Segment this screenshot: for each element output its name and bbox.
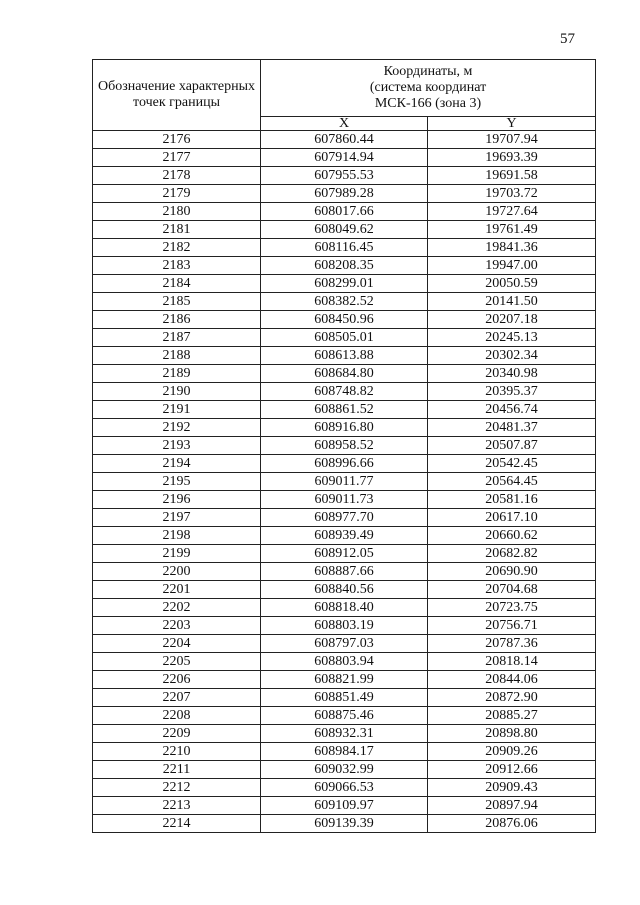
table-row: [93, 239, 596, 257]
y-coordinate-cell: 20818.14: [428, 653, 596, 671]
point-id-cell: 2177: [93, 149, 261, 167]
y-coordinate-cell: 19841.36: [428, 239, 596, 257]
point-id-cell: 2192: [93, 419, 261, 437]
y-coordinate-cell: 20909.43: [428, 779, 596, 797]
table-row: [93, 167, 596, 185]
point-id-cell: 2178: [93, 167, 261, 185]
y-coordinate-cell: 19727.64: [428, 203, 596, 221]
table-row: [93, 257, 596, 275]
point-id-cell: 2193: [93, 437, 261, 455]
point-id-cell: 2195: [93, 473, 261, 491]
y-coordinate-cell: 20897.94: [428, 797, 596, 815]
x-coordinate-cell: 607989.28: [261, 185, 428, 203]
x-coordinate-cell: 608450.96: [261, 311, 428, 329]
point-id-cell: 2187: [93, 329, 261, 347]
table-row: [93, 365, 596, 383]
x-coordinate-cell: 609109.97: [261, 797, 428, 815]
y-coordinate-cell: 20245.13: [428, 329, 596, 347]
y-coordinate-cell: 20704.68: [428, 581, 596, 599]
x-coordinate-cell: 607955.53: [261, 167, 428, 185]
x-coordinate-cell: 608875.46: [261, 707, 428, 725]
y-coordinate-cell: 20844.06: [428, 671, 596, 689]
y-coordinate-cell: 20723.75: [428, 599, 596, 617]
table-row: [93, 293, 596, 311]
point-id-cell: 2189: [93, 365, 261, 383]
point-id-cell: 2214: [93, 815, 261, 833]
table-row: [93, 761, 596, 779]
x-coordinate-cell: 607860.44: [261, 131, 428, 149]
point-id-cell: 2209: [93, 725, 261, 743]
table-row: [93, 563, 596, 581]
point-id-cell: 2204: [93, 635, 261, 653]
x-coordinate-cell: 609011.73: [261, 491, 428, 509]
x-coordinate-cell: 608939.49: [261, 527, 428, 545]
x-coordinate-cell: 608049.62: [261, 221, 428, 239]
point-id-cell: 2198: [93, 527, 261, 545]
y-coordinate-cell: 20885.27: [428, 707, 596, 725]
table-row: [93, 635, 596, 653]
x-coordinate-cell: 608017.66: [261, 203, 428, 221]
point-id-cell: 2196: [93, 491, 261, 509]
x-coordinate-cell: 609032.99: [261, 761, 428, 779]
table-row: [93, 329, 596, 347]
x-coordinate-cell: 608748.82: [261, 383, 428, 401]
table-row: [93, 689, 596, 707]
point-id-cell: 2206: [93, 671, 261, 689]
y-column-header: Y: [428, 117, 596, 131]
x-coordinate-cell: 608932.31: [261, 725, 428, 743]
table-row: [93, 653, 596, 671]
x-coordinate-cell: 609139.39: [261, 815, 428, 833]
y-coordinate-cell: 19693.39: [428, 149, 596, 167]
point-id-cell: 2190: [93, 383, 261, 401]
table-row: [93, 473, 596, 491]
x-coordinate-cell: 608803.19: [261, 617, 428, 635]
point-id-cell: 2194: [93, 455, 261, 473]
x-coordinate-cell: 608958.52: [261, 437, 428, 455]
y-coordinate-cell: 20912.66: [428, 761, 596, 779]
table-row: [93, 347, 596, 365]
point-id-cell: 2179: [93, 185, 261, 203]
point-id-cell: 2202: [93, 599, 261, 617]
point-id-cell: 2210: [93, 743, 261, 761]
y-coordinate-cell: 20302.34: [428, 347, 596, 365]
table-row: [93, 203, 596, 221]
y-coordinate-cell: 19947.00: [428, 257, 596, 275]
table-row: [93, 707, 596, 725]
y-coordinate-cell: 19691.58: [428, 167, 596, 185]
points-column-header: Обозначение характерных точек границы: [93, 60, 261, 131]
y-coordinate-cell: 20660.62: [428, 527, 596, 545]
table-row: [93, 779, 596, 797]
table-row: [93, 815, 596, 833]
y-coordinate-cell: 20564.45: [428, 473, 596, 491]
point-id-cell: 2207: [93, 689, 261, 707]
table-row: [93, 599, 596, 617]
table-row: [93, 401, 596, 419]
table-row: [93, 725, 596, 743]
point-id-cell: 2182: [93, 239, 261, 257]
y-coordinate-cell: 20898.80: [428, 725, 596, 743]
point-id-cell: 2186: [93, 311, 261, 329]
point-id-cell: 2184: [93, 275, 261, 293]
table-row: [93, 221, 596, 239]
y-coordinate-cell: 19703.72: [428, 185, 596, 203]
x-coordinate-cell: 608505.01: [261, 329, 428, 347]
table-row: [93, 149, 596, 167]
y-coordinate-cell: 20909.26: [428, 743, 596, 761]
point-id-cell: 2188: [93, 347, 261, 365]
y-coordinate-cell: 20872.90: [428, 689, 596, 707]
table-row: [93, 455, 596, 473]
x-coordinate-cell: 608116.45: [261, 239, 428, 257]
x-coordinate-cell: 608840.56: [261, 581, 428, 599]
table-body: [93, 131, 596, 833]
y-coordinate-cell: 20050.59: [428, 275, 596, 293]
table-row: [93, 509, 596, 527]
table-row: [93, 275, 596, 293]
y-coordinate-cell: 20507.87: [428, 437, 596, 455]
coordinates-header-line-2: (система координат: [369, 80, 487, 95]
point-id-cell: 2181: [93, 221, 261, 239]
x-coordinate-cell: 608912.05: [261, 545, 428, 563]
point-id-cell: 2191: [93, 401, 261, 419]
x-coordinate-cell: 608821.99: [261, 671, 428, 689]
table-row: [93, 419, 596, 437]
coordinates-header-line-1: Координаты, м: [383, 64, 473, 79]
x-coordinate-cell: 608382.52: [261, 293, 428, 311]
point-id-cell: 2197: [93, 509, 261, 527]
coordinates-column-header: [261, 60, 596, 117]
x-coordinate-cell: 608818.40: [261, 599, 428, 617]
y-coordinate-cell: 20690.90: [428, 563, 596, 581]
table-row: [93, 545, 596, 563]
table-row: [93, 671, 596, 689]
y-coordinate-cell: 20456.74: [428, 401, 596, 419]
y-coordinate-cell: 20141.50: [428, 293, 596, 311]
coordinates-header-line-3: МСК-166 (зона 3): [374, 96, 482, 111]
table-row: [93, 581, 596, 599]
table-header: [93, 60, 596, 131]
x-coordinate-cell: 608916.80: [261, 419, 428, 437]
table-row: [93, 617, 596, 635]
x-coordinate-cell: 608861.52: [261, 401, 428, 419]
x-coordinate-cell: 608996.66: [261, 455, 428, 473]
point-id-cell: 2205: [93, 653, 261, 671]
y-coordinate-cell: 20542.45: [428, 455, 596, 473]
point-id-cell: 2213: [93, 797, 261, 815]
x-coordinate-cell: 608613.88: [261, 347, 428, 365]
y-coordinate-cell: 20481.37: [428, 419, 596, 437]
table-row: [93, 311, 596, 329]
point-id-cell: 2180: [93, 203, 261, 221]
x-coordinate-cell: 608977.70: [261, 509, 428, 527]
x-coordinate-cell: 609011.77: [261, 473, 428, 491]
table-row: [93, 437, 596, 455]
point-id-cell: 2185: [93, 293, 261, 311]
point-id-cell: 2208: [93, 707, 261, 725]
y-coordinate-cell: 20682.82: [428, 545, 596, 563]
table-row: [93, 527, 596, 545]
table-row: [93, 491, 596, 509]
x-coordinate-cell: 608684.80: [261, 365, 428, 383]
point-id-cell: 2200: [93, 563, 261, 581]
x-coordinate-cell: 609066.53: [261, 779, 428, 797]
point-id-cell: 2211: [93, 761, 261, 779]
page-number: 57: [560, 31, 575, 47]
y-coordinate-cell: 20581.16: [428, 491, 596, 509]
table-row: [93, 383, 596, 401]
y-coordinate-cell: 20756.71: [428, 617, 596, 635]
x-coordinate-cell: 608851.49: [261, 689, 428, 707]
y-coordinate-cell: 20787.36: [428, 635, 596, 653]
table-row: [93, 131, 596, 149]
point-id-cell: 2183: [93, 257, 261, 275]
x-coordinate-cell: 608887.66: [261, 563, 428, 581]
point-id-cell: 2203: [93, 617, 261, 635]
y-coordinate-cell: 19761.49: [428, 221, 596, 239]
y-coordinate-cell: 20876.06: [428, 815, 596, 833]
x-coordinate-cell: 608984.17: [261, 743, 428, 761]
x-column-header: X: [261, 117, 428, 131]
x-coordinate-cell: 607914.94: [261, 149, 428, 167]
table-row: [93, 185, 596, 203]
x-coordinate-cell: 608299.01: [261, 275, 428, 293]
y-coordinate-cell: 20395.37: [428, 383, 596, 401]
y-coordinate-cell: 19707.94: [428, 131, 596, 149]
table-row: [93, 797, 596, 815]
x-coordinate-cell: 608208.35: [261, 257, 428, 275]
y-coordinate-cell: 20340.98: [428, 365, 596, 383]
point-id-cell: 2176: [93, 131, 261, 149]
x-coordinate-cell: 608797.03: [261, 635, 428, 653]
y-coordinate-cell: 20617.10: [428, 509, 596, 527]
x-coordinate-cell: 608803.94: [261, 653, 428, 671]
table-row: [93, 743, 596, 761]
point-id-cell: 2212: [93, 779, 261, 797]
point-id-cell: 2199: [93, 545, 261, 563]
y-coordinate-cell: 20207.18: [428, 311, 596, 329]
point-id-cell: 2201: [93, 581, 261, 599]
coordinates-table: [92, 59, 596, 833]
